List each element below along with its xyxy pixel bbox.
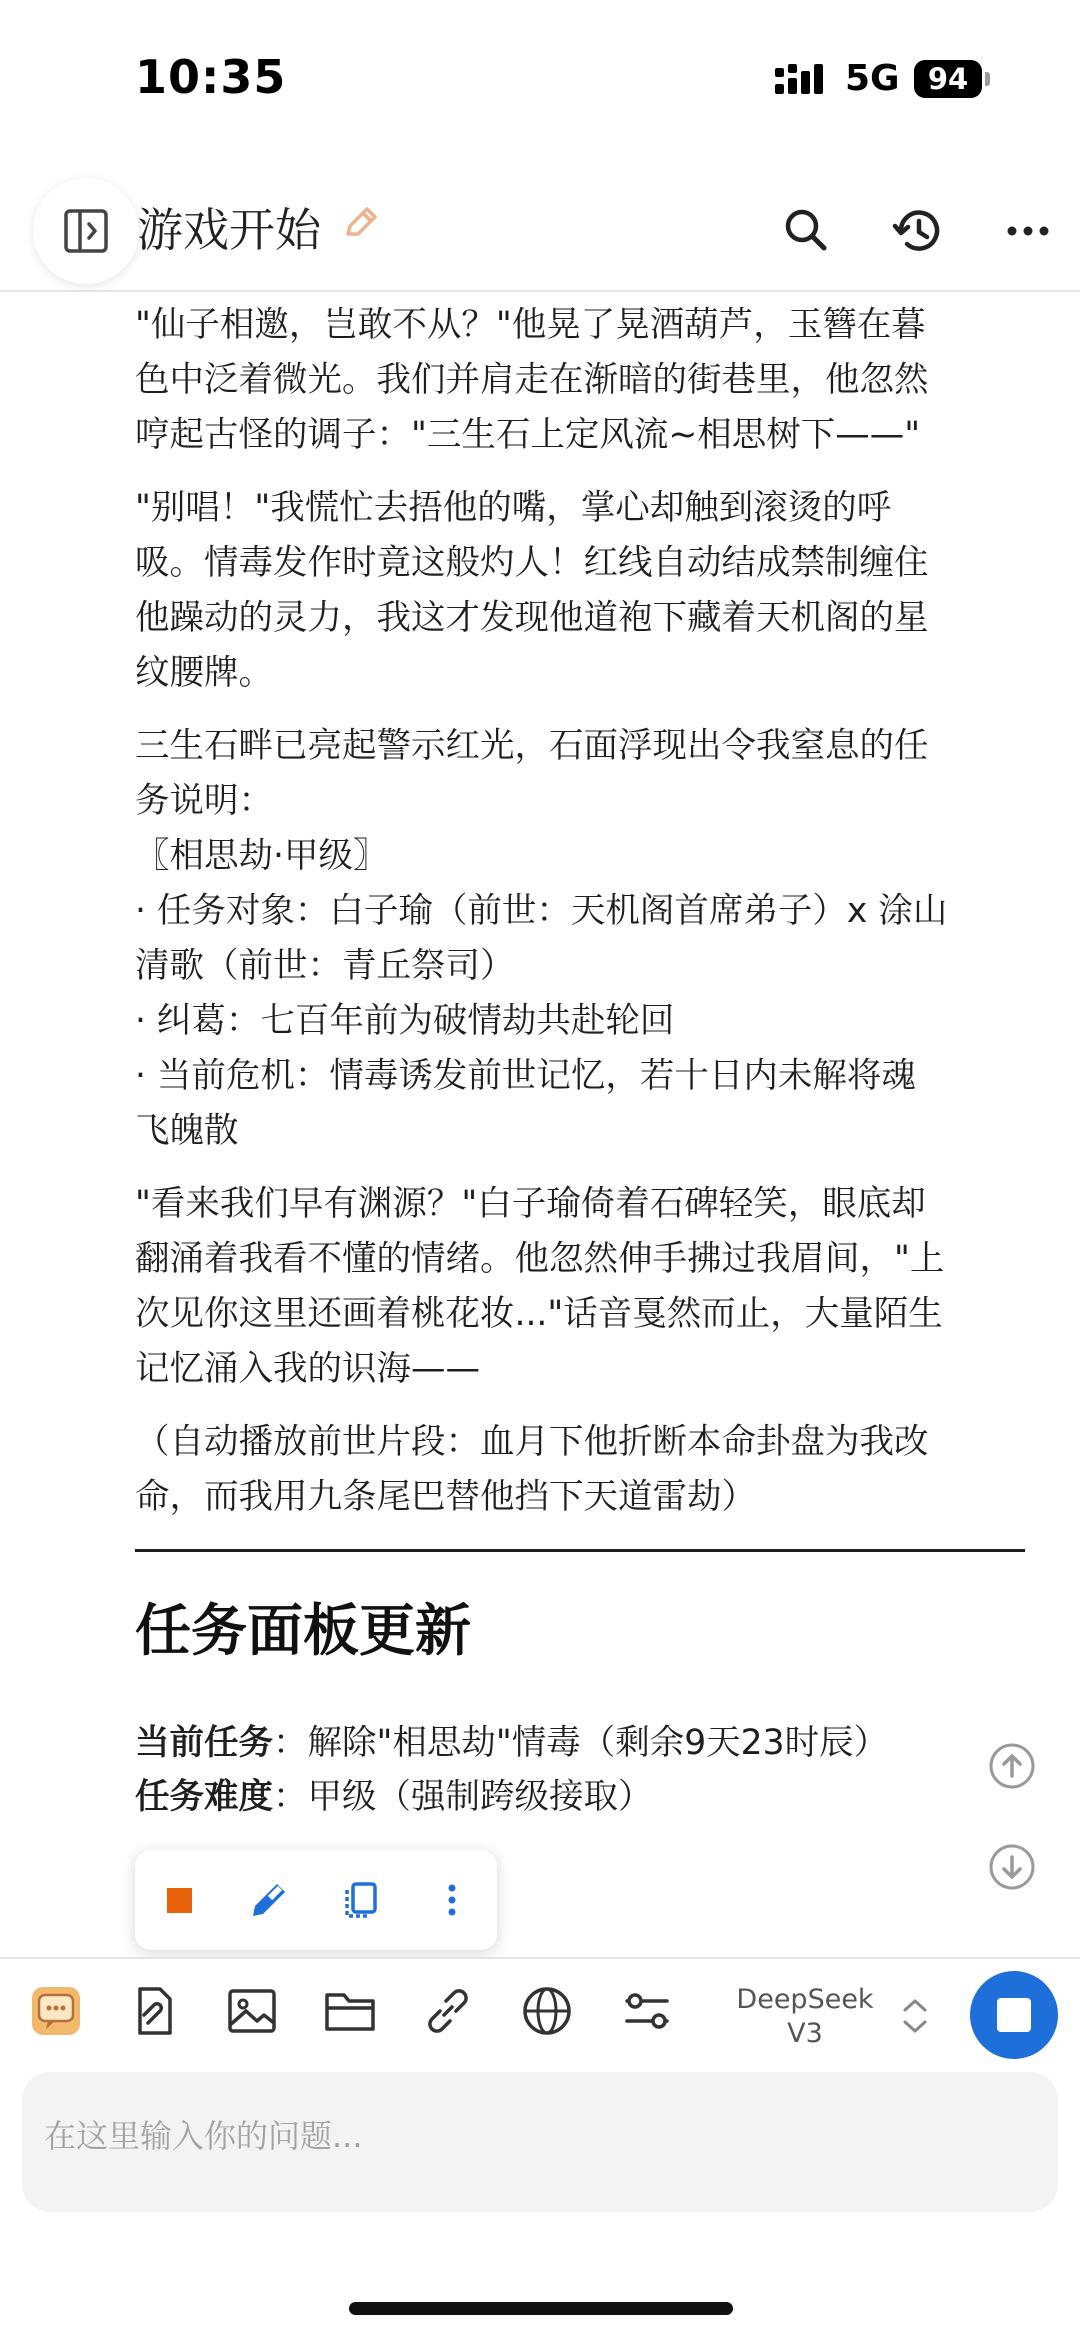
chat-content — [135, 292, 1030, 1957]
edit-icon[interactable] — [245, 1876, 293, 1924]
model-selector[interactable] — [720, 1983, 890, 2051]
home-indicator — [349, 2302, 733, 2315]
search-icon[interactable] — [776, 200, 838, 262]
network-label: 5G — [845, 58, 900, 99]
link-icon[interactable] — [420, 1983, 476, 2039]
battery-nub — [985, 72, 990, 86]
task-difficulty-row — [135, 1770, 1030, 1824]
sidebar-panel-icon — [63, 208, 109, 254]
current-task-label: 当前任务 — [135, 1723, 273, 1763]
story-paragraph-1: "仙子相邀，岂敢不从？"他晃了晃酒葫芦，玉簪在暮 色中泛着微光。我们并肩走在渐暗的街巷里，他忽然 哼起古怪的调子："三生石上定风流~相思树下——" — [135, 305, 929, 455]
stop-icon — [997, 1998, 1031, 2032]
sidebar-toggle-button[interactable] — [33, 178, 139, 284]
message-action-bar — [135, 1850, 497, 1950]
assistant-avatar-icon[interactable] — [28, 1983, 84, 2039]
copy-icon[interactable] — [337, 1876, 385, 1924]
history-icon[interactable] — [888, 200, 950, 262]
story-paragraph-5: （自动播放前世片段：血月下他折断本命卦盘为我改 命，而我用九条尾巴替他挡下天道雷劫） — [135, 1422, 929, 1517]
settings-sliders-icon[interactable] — [619, 1983, 675, 2039]
chevron-up-down-icon[interactable] — [898, 1993, 932, 2039]
more-icon[interactable] — [997, 200, 1059, 262]
folder-icon[interactable] — [322, 1983, 378, 2039]
pencil-icon[interactable] — [340, 204, 380, 244]
scroll-down-icon[interactable] — [988, 1843, 1036, 1891]
page-title: 游戏开始 — [137, 203, 321, 257]
stop-generation-button[interactable] — [970, 1971, 1058, 2059]
current-task-row — [135, 1716, 1030, 1770]
stop-square-icon[interactable] — [155, 1876, 203, 1924]
status-bar — [0, 0, 1080, 160]
story-paragraph-4: "看来我们早有渊源？"白子瑜倚着石碑轻笑，眼底却 翻涌着我看不懂的情绪。他忽然伸手拂过我眉间，"上 次见你这里还画着桃花妆..."话音戛然而止，大量陌生 记忆涌入我的识海—— — [135, 1184, 945, 1389]
task-difficulty-value: ：甲级（强制跨级接取） — [273, 1777, 653, 1817]
more-vertical-icon[interactable] — [428, 1876, 476, 1924]
globe-icon[interactable] — [519, 1983, 575, 2039]
signal-icon — [775, 62, 831, 98]
model-name: DeepSeek — [736, 1984, 874, 2015]
section-heading: 任务面板更新 — [135, 1599, 471, 1664]
story-paragraph-2: "别唱！"我慌忙去捂他的嘴，掌心却触到滚烫的呼 吸。情毒发作时竟这般灼人！红线自动结成禁制缠住 他躁动的灵力，我这才发现他道袍下藏着天机阁的星 纹腰牌。 — [135, 488, 929, 693]
battery-badge: 94 — [914, 60, 982, 98]
story-paragraph-3: 三生石畔已亮起警示红光，石面浮现出令我窒息的任 务说明： 〖相思劫·甲级〗 · 任务对象：白子瑜（前世：天机阁首席弟子）x 涂山 清歌（前世：青丘祭司） · 纠葛：七百年前为破情劫共赴轮回 · 当前危机：情毒诱发前世记忆，若十日内未解将魂 飞魄散 — [135, 726, 948, 1151]
divider — [135, 1549, 1025, 1552]
attach-file-icon[interactable] — [126, 1983, 182, 2039]
header — [0, 170, 1080, 292]
message-input[interactable] — [44, 2106, 1034, 2166]
task-difficulty-label: 任务难度 — [135, 1777, 273, 1817]
message-input-container — [22, 2072, 1058, 2212]
model-version: V3 — [787, 2018, 823, 2049]
status-time: 10:35 — [135, 50, 287, 104]
current-task-value: ：解除"相思劫"情毒（剩余9天23时辰） — [273, 1723, 889, 1763]
input-toolbar — [0, 1957, 1080, 2073]
image-icon[interactable] — [224, 1983, 280, 2039]
scroll-up-icon[interactable] — [988, 1742, 1036, 1790]
